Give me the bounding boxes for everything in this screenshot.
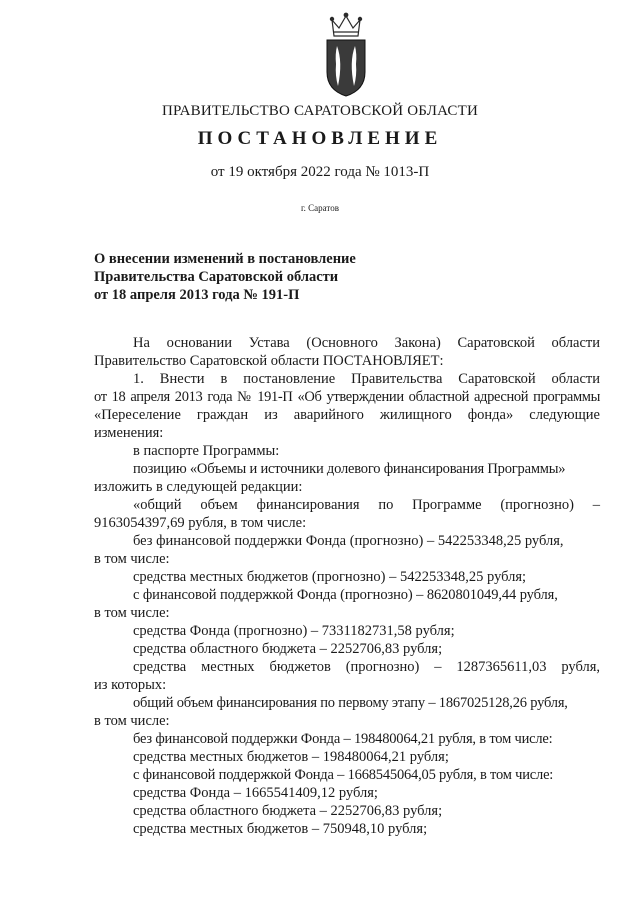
body-line: 1. Внести в постановление Правительства Саратовской области xyxy=(133,371,600,387)
body-line: без финансовой поддержки Фонда – 198480064,21 рубля, в том числе: xyxy=(133,731,553,747)
body-line: с финансовой поддержкой Фонда (прогнозно) – 8620801049,44 рубля, xyxy=(133,587,558,603)
subject-line: от 18 апреля 2013 года № 191-П xyxy=(94,287,300,303)
body-line: в паспорте Программы: xyxy=(133,443,280,459)
body-line: позицию «Объемы и источники долевого финансирования Программы» xyxy=(133,461,566,477)
document-body xyxy=(94,334,600,838)
body-line: с финансовой поддержкой Фонда – 1668545064,05 рубля, в том числе: xyxy=(133,767,554,783)
document-type-title: ПОСТАНОВЛЕНИЕ xyxy=(197,128,443,149)
body-line: На основании Устава (Основного Закона) Саратовской области xyxy=(133,335,600,351)
document-date-number: от 19 октября 2022 года № 1013-П xyxy=(210,164,430,180)
body-line: средства областного бюджета – 2252706,83 рубля; xyxy=(133,803,443,819)
document-city: г. Саратов xyxy=(301,203,339,213)
body-line: из которых: xyxy=(94,677,167,693)
body-line: средства местных бюджетов (прогнозно) – 1287365611,03 рубля, xyxy=(133,659,600,675)
saratov-coat-of-arms-icon xyxy=(322,10,370,98)
body-line: 9163054397,69 рубля, в том числе: xyxy=(94,515,307,531)
body-line: «общий объем финансирования по Программе (прогнозно) – xyxy=(133,497,600,513)
body-line: от 18 апреля 2013 года № 191-П «Об утверждении областной адресной программы xyxy=(94,389,600,405)
body-line: Правительство Саратовской области ПОСТАНОВЛЯЕТ: xyxy=(94,353,444,369)
body-line: средства местных бюджетов – 750948,10 рубля; xyxy=(133,821,428,837)
government-name: ПРАВИТЕЛЬСТВО САРАТОВСКОЙ ОБЛАСТИ xyxy=(161,103,479,119)
subject-line: Правительства Саратовской области xyxy=(94,269,339,285)
body-line: средства областного бюджета – 2252706,83 рубля; xyxy=(133,641,443,657)
body-line: в том числе: xyxy=(94,551,170,567)
body-line: «Переселение граждан из аварийного жилищного фонда» следующие xyxy=(94,407,600,423)
body-line: без финансовой поддержки Фонда (прогнозно) – 542253348,25 рубля, xyxy=(133,533,564,549)
body-line: в том числе: xyxy=(94,605,170,621)
body-line: изложить в следующей редакции: xyxy=(94,479,303,495)
body-line: изменения: xyxy=(94,425,164,441)
document-subject xyxy=(94,250,356,304)
body-line: средства Фонда (прогнозно) – 7331182731,58 рубля; xyxy=(133,623,455,639)
body-line: средства местных бюджетов – 198480064,21 рубля; xyxy=(133,749,449,765)
body-line: средства местных бюджетов (прогнозно) – 542253348,25 рубля; xyxy=(133,569,527,585)
body-line: общий объем финансирования по первому этапу – 1867025128,26 рубля, xyxy=(133,695,568,711)
body-line: средства Фонда – 1665541409,12 рубля; xyxy=(133,785,378,801)
body-line: в том числе: xyxy=(94,713,170,729)
subject-line: О внесении изменений в постановление xyxy=(94,251,356,267)
